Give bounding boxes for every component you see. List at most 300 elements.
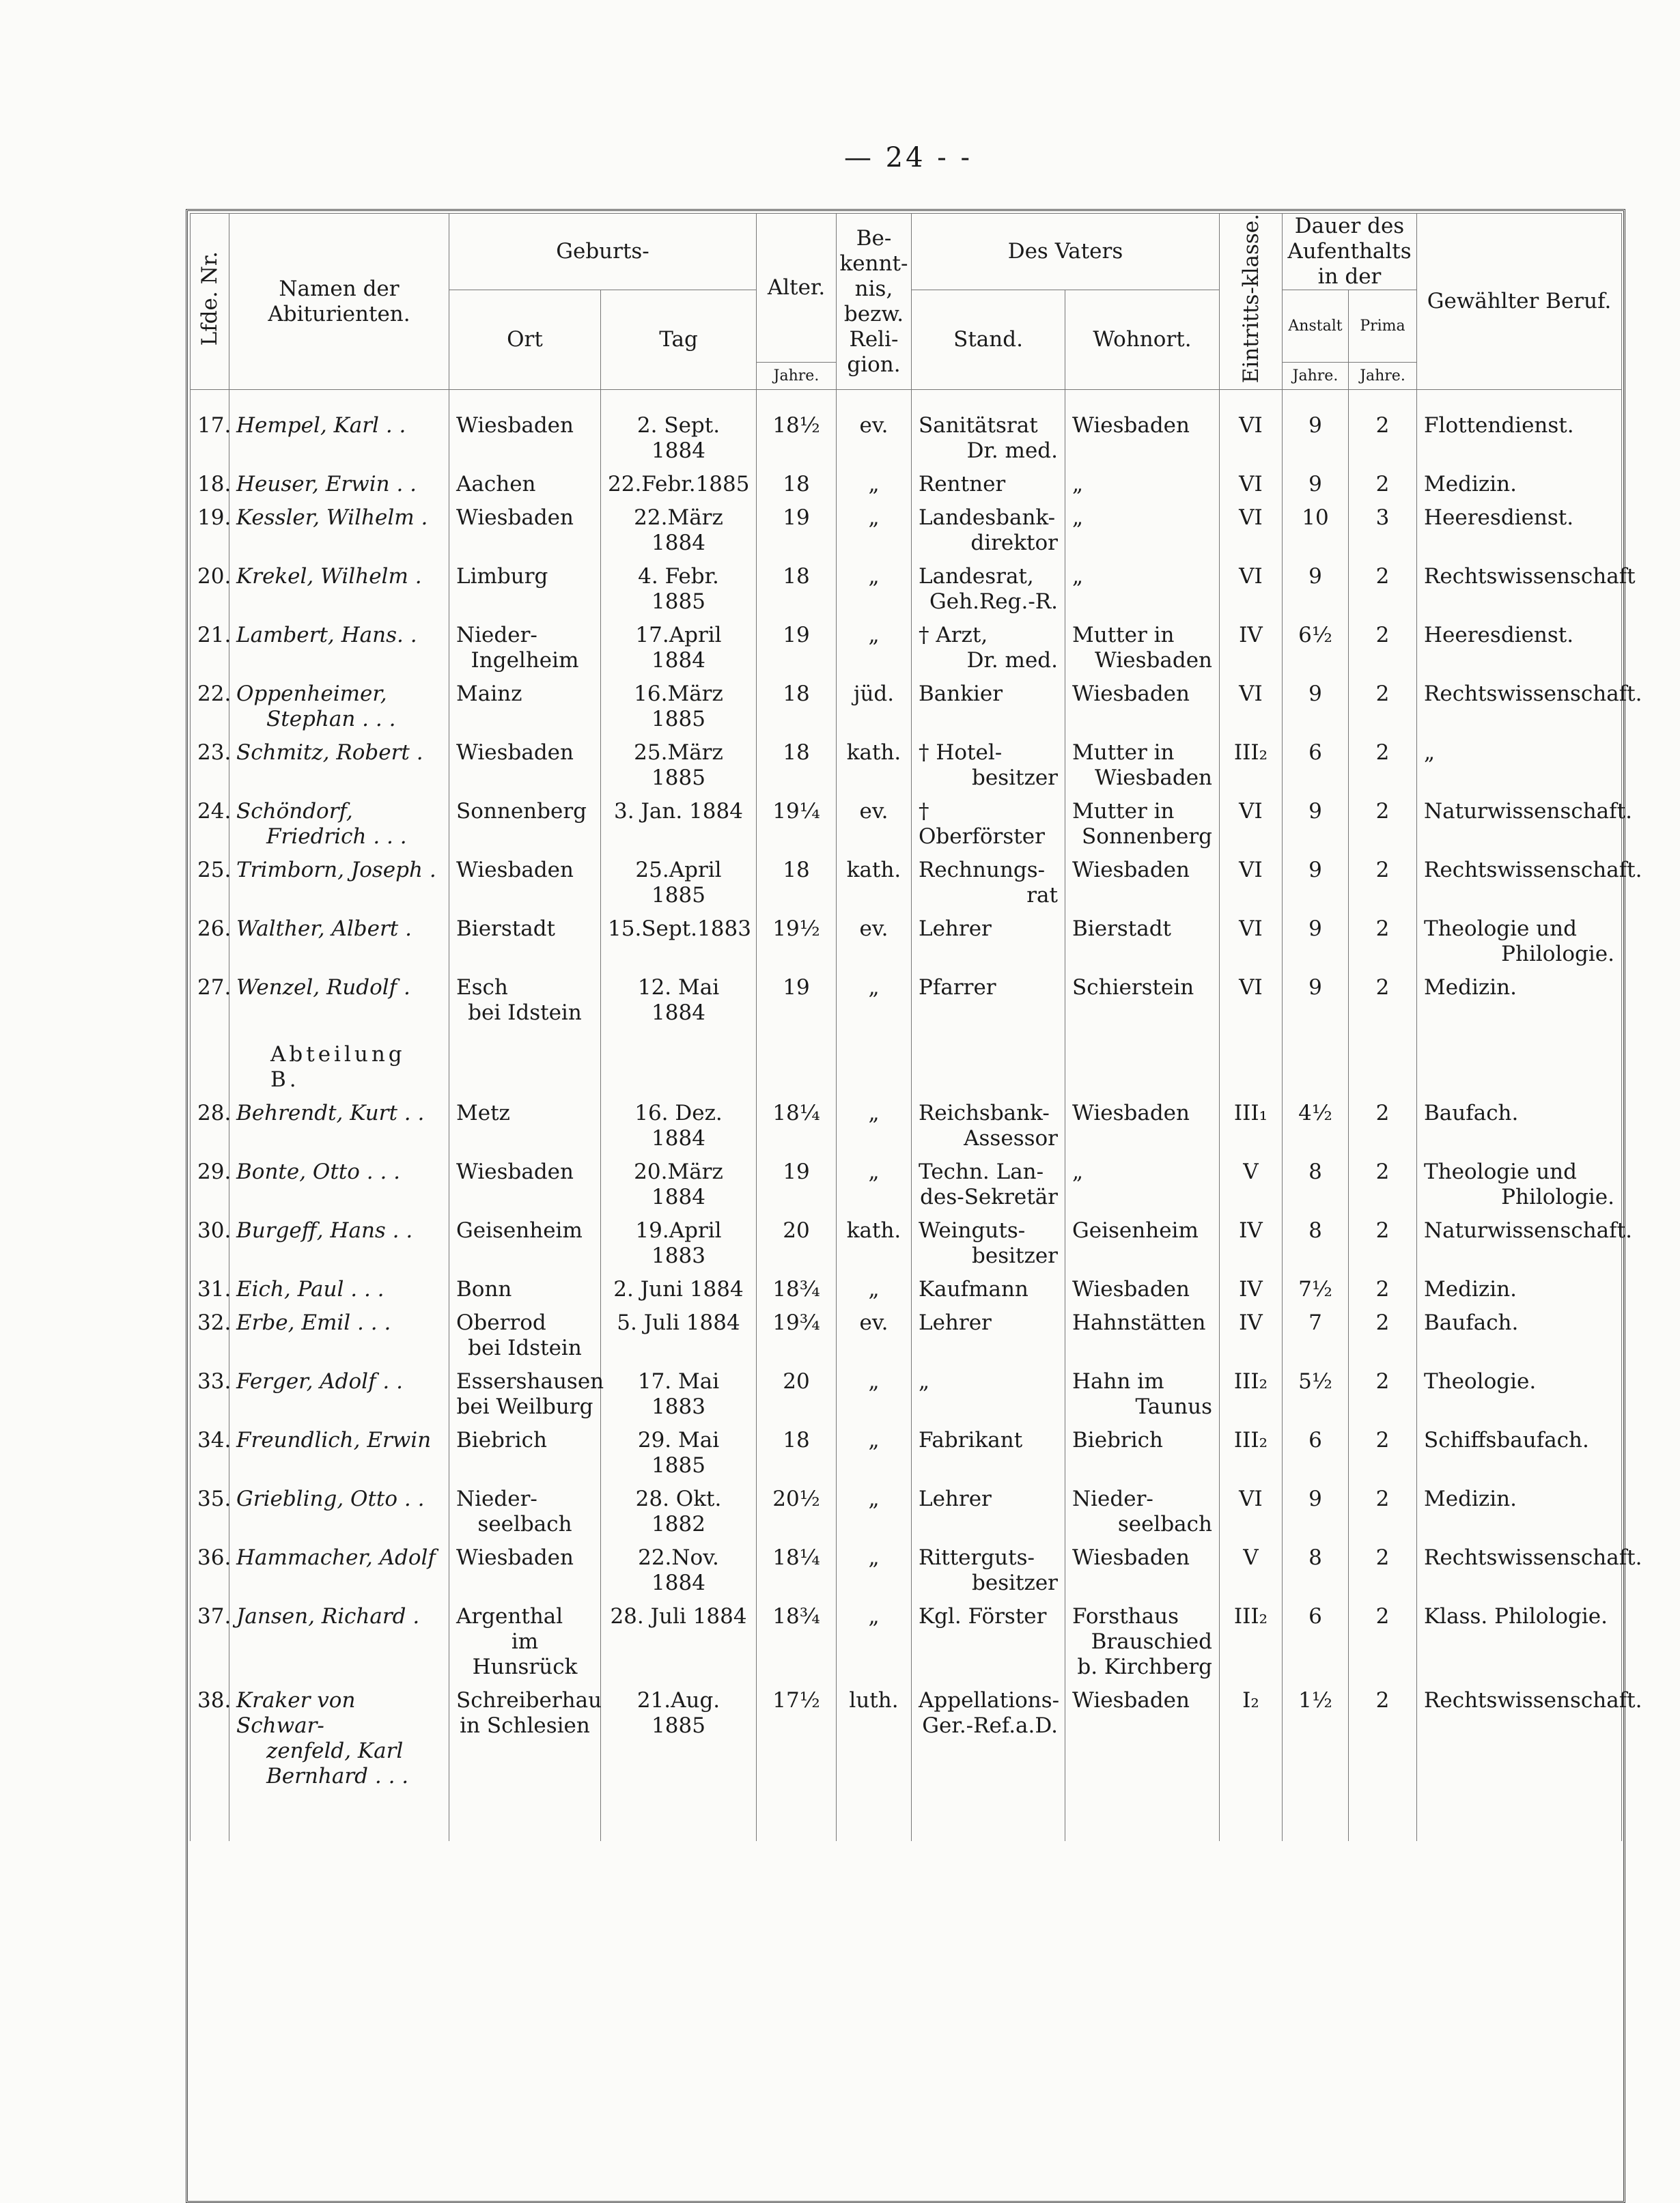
birth-place-line: seelbach — [477, 1512, 572, 1537]
header-nr: Lfde. Nr. — [191, 214, 229, 390]
age — [757, 1305, 837, 1364]
birth-place — [449, 852, 601, 911]
years-institution — [1283, 1095, 1349, 1154]
age-line: 18 — [783, 858, 810, 883]
years-prima — [1349, 911, 1417, 970]
entry-class — [1220, 852, 1283, 911]
years-prima — [1349, 1095, 1417, 1154]
years-institution — [1283, 1683, 1349, 1792]
birth-date-line: 3. Jan. 1884 — [614, 799, 743, 824]
chosen-profession — [1417, 1154, 1622, 1213]
student-name — [229, 1683, 449, 1792]
age — [757, 1095, 837, 1154]
header-dauer: Dauer des Aufenthalts in der — [1283, 214, 1417, 290]
age-line: 18 — [783, 564, 810, 589]
birth-date — [601, 617, 757, 676]
student-name-line: Oppenheimer, — [236, 682, 387, 707]
chosen-profession-line: Rechtswissenschaft. — [1424, 1545, 1642, 1571]
header-stand: Stand. — [912, 290, 1065, 390]
father-occupation-line: † Hotel- — [919, 740, 1003, 766]
age — [757, 911, 837, 970]
religion — [837, 676, 912, 735]
age — [757, 617, 837, 676]
father-occupation-line: Dr. med. — [966, 648, 1058, 673]
spacer-cell — [1349, 390, 1417, 408]
father-residence-line: Wiesbaden — [1072, 413, 1190, 438]
entry-class-line: III₁ — [1233, 1101, 1268, 1126]
entry-class — [1220, 1305, 1283, 1364]
entry-class — [1220, 1481, 1283, 1540]
father-occupation-line: besitzer — [972, 766, 1058, 791]
header-beruf: Gewählter Beruf. — [1417, 214, 1622, 390]
years-institution — [1283, 1213, 1349, 1272]
age-line: 18¾ — [772, 1604, 820, 1629]
page-number: — 24 - - — [843, 142, 973, 173]
spacer-cell — [191, 390, 229, 408]
birth-place-line: Essershausen — [456, 1369, 604, 1394]
birth-place-line: Wiesbaden — [456, 1160, 574, 1185]
father-residence-line: b. Kirchberg — [1077, 1655, 1212, 1680]
student-name-line: Freundlich, Erwin — [236, 1428, 432, 1453]
years-institution — [1283, 1422, 1349, 1481]
age-line: 19 — [783, 505, 810, 531]
entry-class — [1220, 1154, 1283, 1213]
years-prima — [1349, 735, 1417, 794]
entry-class-line: III₂ — [1233, 1428, 1268, 1453]
chosen-profession — [1417, 559, 1636, 617]
birth-date-line: 2. Sept. 1884 — [636, 413, 720, 464]
years-prima-line: 2 — [1375, 623, 1390, 648]
entry-class — [1220, 1599, 1283, 1683]
father-occupation-line: Lehrer — [919, 1487, 992, 1512]
student-name — [229, 970, 449, 1028]
birth-place-line: Limburg — [456, 564, 548, 589]
age-line: 19 — [783, 975, 810, 1000]
father-residence-line: „ — [1072, 564, 1084, 589]
father-residence-line: Mutter in — [1072, 740, 1175, 766]
chosen-profession-line: Heeresdienst. — [1424, 505, 1574, 531]
birth-date-line: 25.März 1885 — [634, 740, 723, 791]
row-number — [191, 1481, 232, 1540]
birth-date — [601, 1540, 757, 1599]
spacer-cell — [757, 390, 837, 408]
closing-cell — [1349, 1792, 1417, 1841]
birth-place — [449, 466, 601, 500]
religion — [837, 559, 912, 617]
years-institution-line: 9 — [1308, 472, 1322, 497]
religion-line: „ — [868, 472, 880, 497]
birth-date-line: 21.Aug. 1885 — [636, 1688, 720, 1739]
father-occupation-line: Appellations- — [919, 1688, 1060, 1713]
father-occupation-line: besitzer — [972, 1244, 1058, 1269]
age-line: 18 — [783, 1428, 810, 1453]
father-residence-line: Wiesbaden — [1072, 1101, 1190, 1126]
religion-line: ev. — [859, 799, 888, 824]
years-institution-line: 9 — [1308, 413, 1322, 438]
entry-class-line: IV — [1239, 623, 1263, 648]
closing-cell — [912, 1792, 1065, 1841]
father-residence-line: Taunus — [1135, 1394, 1212, 1420]
header-anstalt: Anstalt — [1283, 290, 1349, 363]
row-number-line: 38. — [197, 1688, 232, 1713]
birth-date-line: 16. Dez. 1884 — [634, 1101, 723, 1151]
birth-date — [601, 1422, 757, 1481]
father-residence-line: Forsthaus — [1072, 1604, 1179, 1629]
student-name-line: Hempel, Karl . . — [236, 413, 406, 438]
father-residence-line: Geisenheim — [1072, 1218, 1199, 1244]
father-occupation-line: Kaufmann — [919, 1277, 1028, 1302]
birth-place-line: Nieder- — [456, 623, 537, 648]
years-prima — [1349, 1540, 1417, 1599]
years-institution-line: 7½ — [1298, 1277, 1332, 1302]
birth-place-line: Ingelheim — [471, 648, 579, 673]
years-prima-line: 2 — [1375, 975, 1390, 1000]
chosen-profession-line: Heeresdienst. — [1424, 623, 1574, 648]
age-line: 18¼ — [772, 1101, 820, 1126]
chosen-profession-line: Rechtswissenschaft — [1424, 564, 1636, 589]
religion-line: „ — [868, 1277, 880, 1302]
father-residence — [1065, 852, 1220, 911]
student-name — [229, 1154, 449, 1213]
row-number-line: 28. — [197, 1101, 232, 1126]
birth-date — [601, 1364, 757, 1422]
entry-class — [1220, 676, 1283, 735]
father-occupation — [912, 559, 1065, 617]
years-institution — [1283, 794, 1349, 852]
birth-date-line: 28. Okt. 1882 — [635, 1487, 722, 1537]
chosen-profession-line: Rechtswissenschaft. — [1424, 1688, 1642, 1713]
entry-class — [1220, 466, 1283, 500]
birth-place — [449, 1305, 601, 1364]
years-institution-line: 8 — [1308, 1218, 1322, 1244]
years-institution-line: 10 — [1302, 505, 1329, 531]
age — [757, 852, 837, 911]
father-occupation — [912, 1095, 1065, 1154]
age-line: 18½ — [772, 413, 820, 438]
row-number-line: 34. — [197, 1428, 232, 1453]
religion-line: „ — [868, 1487, 880, 1512]
age-line: 19 — [783, 1160, 810, 1185]
age — [757, 1540, 837, 1599]
birth-date — [601, 1599, 757, 1683]
chosen-profession-line: Naturwissenschaft. — [1424, 799, 1632, 824]
chosen-profession-line: Naturwissenschaft. — [1424, 1218, 1632, 1244]
father-occupation — [912, 911, 1065, 970]
student-name-line: Griebling, Otto . . — [236, 1487, 425, 1512]
row-number-line: 17. — [197, 413, 232, 438]
birth-date-line: 16.März 1885 — [634, 682, 723, 732]
spacer-cell — [1220, 390, 1283, 408]
birth-date — [601, 1481, 757, 1540]
religion — [837, 1599, 912, 1683]
entry-class — [1220, 1540, 1283, 1599]
father-residence — [1065, 1683, 1220, 1792]
father-residence — [1065, 1154, 1220, 1213]
student-name — [229, 1213, 449, 1272]
religion — [837, 1540, 912, 1599]
father-occupation — [912, 466, 1065, 500]
years-institution — [1283, 1305, 1349, 1364]
religion — [837, 1305, 912, 1364]
header-vater: Des Vaters — [912, 214, 1220, 290]
spacer-cell — [1065, 390, 1220, 408]
birth-place — [449, 1683, 601, 1792]
row-number-line: 18. — [197, 472, 232, 497]
father-residence — [1065, 617, 1220, 676]
birth-date — [601, 852, 757, 911]
student-name-line: Burgeff, Hans . . — [236, 1218, 413, 1244]
row-number-line: 21. — [197, 623, 232, 648]
row-number-line: 36. — [197, 1545, 232, 1571]
birth-place-line: Biebrich — [456, 1428, 547, 1453]
row-number — [191, 408, 232, 466]
age-line: 18 — [783, 472, 810, 497]
section-label-cell — [229, 1028, 449, 1095]
birth-place — [449, 1540, 601, 1599]
religion — [837, 1095, 912, 1154]
header-prima: Prima — [1349, 290, 1417, 363]
birth-place — [449, 794, 601, 852]
birth-date — [601, 911, 757, 970]
birth-date-line: 2. Juni 1884 — [613, 1277, 744, 1302]
section-row — [191, 1028, 1622, 1095]
father-occupation-line: direktor — [970, 531, 1058, 556]
age-line: 20 — [783, 1369, 810, 1394]
age — [757, 1272, 837, 1305]
student-name — [229, 1272, 449, 1305]
student-name — [229, 500, 449, 559]
closing-row — [191, 1792, 1622, 1841]
birth-date — [601, 1095, 757, 1154]
birth-place-line: Bonn — [456, 1277, 512, 1302]
father-occupation-line: Ritterguts- — [919, 1545, 1035, 1571]
chosen-profession-line: Theologie. — [1424, 1369, 1537, 1394]
birth-date — [601, 1272, 757, 1305]
birth-place-line: Esch — [456, 975, 508, 1000]
student-name-line: Hammacher, Adolf — [236, 1545, 436, 1571]
age-line: 19¼ — [772, 799, 820, 824]
entry-class — [1220, 794, 1283, 852]
row-number — [191, 1305, 232, 1364]
student-name — [229, 559, 449, 617]
religion — [837, 1364, 912, 1422]
table-row — [191, 970, 1622, 1028]
birth-place — [449, 408, 601, 466]
section-cell — [1220, 1028, 1283, 1095]
table-row — [191, 1154, 1622, 1213]
birth-place-line: Wiesbaden — [456, 1545, 574, 1571]
years-institution-line: 7 — [1308, 1310, 1322, 1336]
entry-class-line: IV — [1239, 1277, 1263, 1302]
birth-date — [601, 1213, 757, 1272]
age-line: 19 — [783, 623, 810, 648]
years-institution-line: 6 — [1308, 1604, 1322, 1629]
table-row — [191, 1599, 1622, 1683]
years-prima-line: 2 — [1375, 740, 1390, 766]
student-name-line: Schöndorf, — [236, 799, 353, 824]
student-name-line: zenfeld, Karl — [266, 1739, 404, 1764]
father-residence-line: Hahn im — [1072, 1369, 1164, 1394]
religion-line: „ — [868, 1369, 880, 1394]
father-residence-line: „ — [1072, 1160, 1084, 1185]
birth-date-line: 29. Mai 1885 — [637, 1428, 720, 1478]
father-occupation-line: Weinguts- — [919, 1218, 1026, 1244]
birth-place-line: Nieder- — [456, 1487, 537, 1512]
chosen-profession-line: Medizin. — [1424, 975, 1517, 1000]
entry-class — [1220, 1213, 1283, 1272]
entry-class-line: V — [1243, 1545, 1259, 1571]
religion — [837, 1683, 912, 1792]
religion — [837, 735, 912, 794]
chosen-profession — [1417, 1272, 1622, 1305]
father-occupation-line: Assessor — [964, 1126, 1058, 1151]
section-cell — [1349, 1028, 1417, 1095]
birth-date-line: 15.Sept.1883 — [608, 916, 751, 942]
father-occupation-line: Rechnungs- — [919, 858, 1046, 883]
birth-place — [449, 911, 601, 970]
row-number-line: 22. — [197, 682, 232, 707]
age — [757, 1599, 837, 1683]
row-number — [191, 1272, 232, 1305]
chosen-profession-line: Theologie und — [1424, 1160, 1577, 1185]
student-name — [229, 1481, 449, 1540]
age-line: 20½ — [772, 1487, 820, 1512]
birth-place — [449, 1481, 601, 1540]
years-institution-line: 5½ — [1298, 1369, 1332, 1394]
father-occupation — [912, 1599, 1065, 1683]
closing-cell — [449, 1792, 601, 1841]
father-residence-line: Mutter in — [1072, 799, 1175, 824]
years-institution-line: 9 — [1308, 916, 1322, 942]
birth-date — [601, 794, 757, 852]
entry-class — [1220, 1272, 1283, 1305]
father-occupation-line: † Arzt, — [919, 623, 988, 648]
years-institution — [1283, 1481, 1349, 1540]
entry-class-line: VI — [1239, 472, 1263, 497]
years-prima — [1349, 617, 1417, 676]
header-wohnort: Wohnort. — [1065, 290, 1220, 390]
years-institution — [1283, 1272, 1349, 1305]
years-prima-line: 2 — [1375, 1277, 1390, 1302]
entry-class-line: VI — [1239, 858, 1263, 883]
years-prima-line: 2 — [1375, 1160, 1390, 1185]
years-institution — [1283, 1364, 1349, 1422]
religion-line: „ — [868, 1428, 880, 1453]
row-number-line: 19. — [197, 505, 232, 531]
section-cell — [449, 1028, 601, 1095]
religion-line: kath. — [846, 1218, 901, 1244]
years-institution — [1283, 970, 1349, 1028]
religion-line: „ — [868, 564, 880, 589]
years-prima — [1349, 1272, 1417, 1305]
row-number — [191, 559, 232, 617]
spacer-cell — [1417, 390, 1622, 408]
age-line: 17½ — [772, 1688, 820, 1713]
age — [757, 408, 837, 466]
row-number — [191, 1364, 232, 1422]
father-occupation — [912, 676, 1065, 735]
entry-class-line: V — [1243, 1160, 1259, 1185]
father-residence — [1065, 1481, 1220, 1540]
father-residence — [1065, 559, 1220, 617]
birth-date — [601, 466, 757, 500]
row-number-line: 29. — [197, 1160, 232, 1185]
religion — [837, 794, 912, 852]
birth-date-line: 17.April 1884 — [635, 623, 722, 673]
father-occupation-line: Bankier — [919, 682, 1003, 707]
father-residence — [1065, 1599, 1220, 1683]
spacer-cell — [449, 390, 601, 408]
father-residence-line: Wiesbaden — [1072, 1688, 1190, 1713]
chosen-profession-line: Rechtswissenschaft. — [1424, 682, 1642, 707]
entry-class-line: III₂ — [1233, 1369, 1268, 1394]
entry-class-line: VI — [1239, 799, 1263, 824]
student-name-line: Bonte, Otto . . . — [236, 1160, 401, 1185]
religion-line: luth. — [849, 1688, 899, 1713]
years-institution-line: 9 — [1308, 858, 1322, 883]
age — [757, 500, 837, 559]
age — [757, 1422, 837, 1481]
chosen-profession — [1417, 852, 1642, 911]
father-residence — [1065, 1305, 1220, 1364]
religion-line: ev. — [859, 1310, 888, 1336]
row-number-line: 32. — [197, 1310, 232, 1336]
religion-line: „ — [868, 1101, 880, 1126]
spacer-cell — [1283, 390, 1349, 408]
religion — [837, 911, 912, 970]
father-occupation-line: Landesbank- — [919, 505, 1056, 531]
years-prima-line: 3 — [1375, 505, 1390, 531]
entry-class-line: IV — [1239, 1218, 1263, 1244]
chosen-profession-line: „ — [1424, 740, 1436, 766]
years-institution — [1283, 559, 1349, 617]
religion-line: „ — [868, 975, 880, 1000]
row-number — [191, 500, 232, 559]
father-occupation-line: Reichsbank- — [919, 1101, 1050, 1126]
chosen-profession — [1417, 735, 1622, 794]
father-residence-line: Schierstein — [1072, 975, 1194, 1000]
years-prima — [1349, 1683, 1417, 1792]
student-name — [229, 1540, 449, 1599]
father-occupation — [912, 1272, 1065, 1305]
chosen-profession — [1417, 408, 1622, 466]
header-geburt: Geburts- — [449, 214, 757, 290]
table-header — [191, 214, 1622, 390]
row-number-line: 23. — [197, 740, 232, 766]
years-institution — [1283, 1540, 1349, 1599]
chosen-profession — [1417, 617, 1622, 676]
table-row — [191, 852, 1622, 911]
table-row — [191, 911, 1622, 970]
table-row — [191, 1305, 1622, 1364]
row-number — [191, 970, 232, 1028]
spacer-cell — [601, 390, 757, 408]
father-occupation-line: Sanitätsrat — [919, 413, 1038, 438]
years-institution-line: 6 — [1308, 740, 1322, 766]
religion — [837, 852, 912, 911]
chosen-profession — [1417, 794, 1632, 852]
years-prima-line: 2 — [1375, 1688, 1390, 1713]
header-prima-unit: Jahre. — [1349, 363, 1417, 390]
years-prima — [1349, 676, 1417, 735]
years-prima-line: 2 — [1375, 916, 1390, 942]
section-b-label: Abteilung B. — [270, 1042, 406, 1093]
student-name-line: Stephan . . . — [266, 707, 396, 732]
religion-line: kath. — [846, 740, 901, 766]
table-row — [191, 1481, 1622, 1540]
closing-cell — [191, 1792, 229, 1841]
chosen-profession — [1417, 1364, 1622, 1422]
